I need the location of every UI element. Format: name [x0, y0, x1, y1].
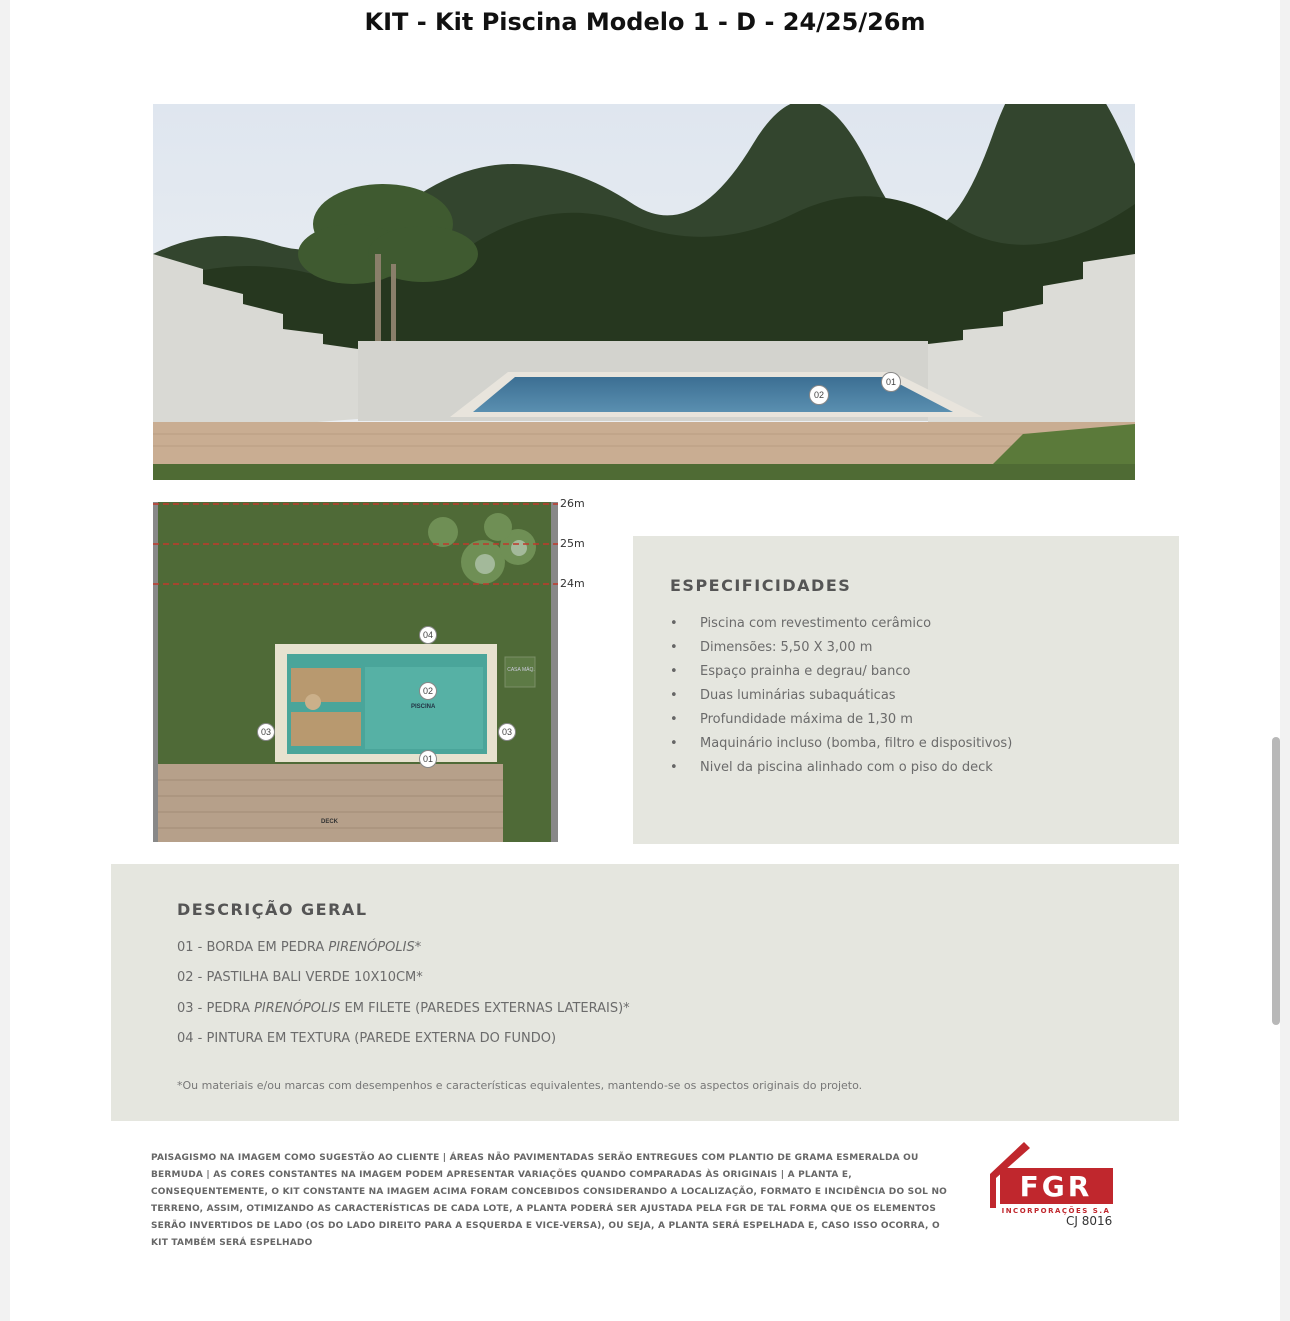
svg-text:INCORPORAÇÕES S.A: INCORPORAÇÕES S.A — [1001, 1207, 1111, 1215]
plan-marker-03-right: 03 — [498, 723, 516, 741]
svg-text:FGR: FGR — [1019, 1170, 1093, 1203]
specs-item: • Maquinário incluso (bomba, filtro e dispositivos) — [670, 736, 1012, 760]
pool-floor-plan — [153, 502, 558, 842]
description-item-01 — [177, 940, 421, 955]
pool-render-image — [153, 104, 1135, 480]
plan-marker-01: 01 — [419, 750, 437, 768]
scrollbar-thumb[interactable] — [1272, 737, 1280, 1025]
description-item-04 — [177, 1031, 556, 1046]
description-item-italic: PIRENÓPOLIS — [328, 940, 415, 955]
specs-item: • Duas luminárias subaquáticas — [670, 688, 1012, 712]
specs-item: • Nivel da piscina alinhado com o piso do deck — [670, 760, 1012, 784]
general-description-panel — [111, 864, 1179, 1121]
description-item-text: 02 - PASTILHA BALI VERDE 10X10CM* — [177, 970, 423, 985]
plan-label-piscina: PISCINA — [411, 704, 436, 710]
plan-marker-02: 02 — [419, 682, 437, 700]
specs-item: • Profundidade máxima de 1,30 m — [670, 712, 1012, 736]
description-heading: DESCRIÇÃO GERAL — [177, 900, 368, 919]
plan-label-casa-maq: CASA MÁQ. — [507, 667, 535, 673]
specs-item: • Piscina com revestimento cerâmico — [670, 616, 1012, 640]
pool-render-illustration — [153, 104, 1135, 480]
description-item-italic: PIRENÓPOLIS — [254, 1001, 341, 1016]
level-label-24m: 24m — [560, 577, 585, 590]
specs-item: • Dimensões: 5,50 X 3,00 m — [670, 640, 1012, 664]
specs-panel — [633, 536, 1179, 844]
description-item-02 — [177, 970, 423, 985]
level-label-25m: 25m — [560, 537, 585, 550]
floor-plan-illustration — [153, 502, 558, 842]
hero-marker-01: 01 — [881, 372, 901, 392]
plan-marker-04: 04 — [419, 626, 437, 644]
description-item-text: 01 - BORDA EM PEDRA — [177, 940, 329, 955]
specs-heading: ESPECIFICIDADES — [670, 576, 852, 595]
description-item-suffix: EM FILETE (PAREDES EXTERNAS LATERAIS)* — [340, 1001, 630, 1016]
level-label-26m: 26m — [560, 497, 585, 510]
plan-label-deck: DECK — [321, 819, 339, 825]
description-note: *Ou materiais e/ou marcas com desempenhos e características equivalentes, mantendo-se os aspectos originais do projeto. — [177, 1079, 863, 1092]
specs-list — [670, 616, 1012, 784]
plan-marker-03-left: 03 — [257, 723, 275, 741]
description-item-text: 03 - PEDRA — [177, 1001, 255, 1016]
page-title: KIT - Kit Piscina Modelo 1 - D - 24/25/26m — [364, 8, 926, 36]
description-item-03 — [177, 1001, 630, 1016]
logo-code: CJ 8016 — [1066, 1214, 1113, 1228]
specs-item: • Espaço prainha e degrau/ banco — [670, 664, 1012, 688]
disclaimer-text: PAISAGISMO NA IMAGEM COMO SUGESTÃO AO CLIENTE | ÁREAS NÃO PAVIMENTADAS SERÃO ENTREGUES COM PLANTIO DE GRAMA ESMERALDA OU BERMUDA | AS CORES CONSTANTES NA IMAGEM PODEM APRESENTAR VARIAÇÕES QUANDO COMPARADAS ÀS ORIGINAIS | A PLANTA E, CONSEQUENTEMENTE, O KIT CONSTANTE NA IMAGEM ACIMA FORAM CONCEBIDOS CONSIDERANDO A LOCALIZAÇÃO, FORMATO E INCIDÊNCIA DO SOL NO TERRENO, ASSIM, OTIMIZANDO AS CARACTERÍSTICAS DE CADA LOTE, A PLANTA PODERÁ SER AJUSTADA PELA FGR DE TAL FORMA QUE OS ELEMENTOS SERÃO INVERTIDOS DE LADO (OS DO LADO DIREITO PARA A ESQUERDA E VICE-VERSA), OU SEJA, A PLANTA SERÁ ESPELHADA E, CASO ISSO OCORRA, O KIT TAMBÉM SERÁ ESPELHADO — [151, 1153, 948, 1248]
description-item-suffix: * — [414, 940, 422, 955]
hero-marker-02: 02 — [809, 385, 829, 405]
description-item-text: 04 - PINTURA EM TEXTURA (PAREDE EXTERNA DO FUNDO) — [177, 1031, 557, 1046]
scrollbar-track[interactable] — [1270, 0, 1280, 1321]
